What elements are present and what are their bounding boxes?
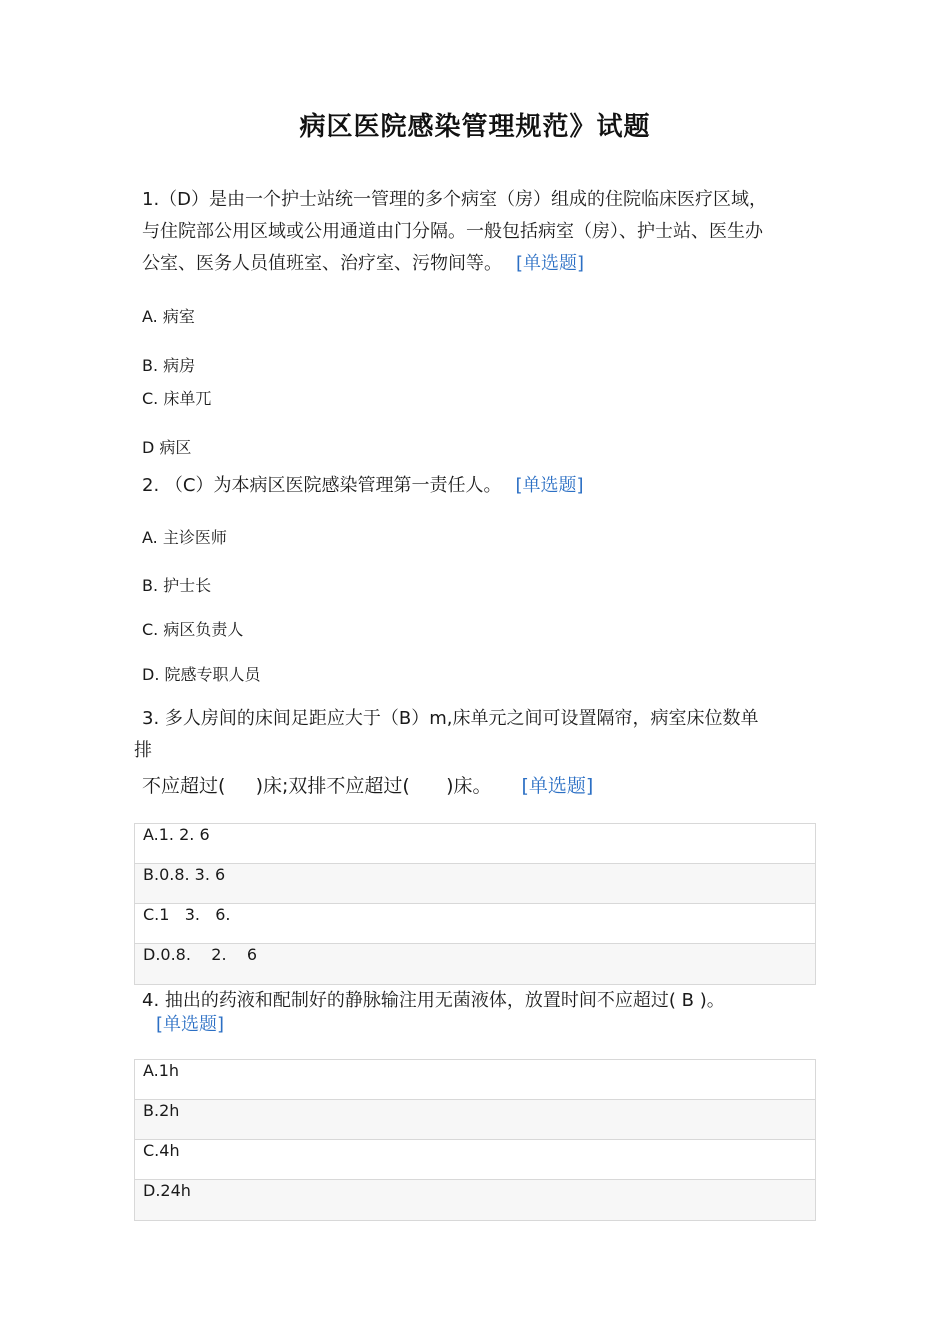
option-4a: [135, 1060, 815, 1100]
option-3a-text: A.1. 2. 6: [143, 825, 210, 844]
question-3-line-3: [142, 770, 593, 802]
option-4c: [135, 1140, 815, 1180]
question-1-line-3: [142, 248, 584, 280]
option-2d: D. 院感专职人员: [142, 665, 261, 684]
option-3c-text: C.1 3. 6.: [143, 905, 231, 924]
question-3-text: 不应超过( )床;双排不应超过( )床。: [142, 775, 492, 797]
question-4-line-2: [142, 1009, 224, 1041]
question-3-options-table: [134, 823, 816, 985]
question-type-tag: [单选题]: [156, 1014, 225, 1035]
option-1b: B. 病房: [142, 356, 196, 375]
document-title: 病区医院感染管理规范》试题: [299, 112, 651, 142]
option-2c: C. 病区负责人: [142, 620, 244, 639]
option-3a: [135, 824, 815, 864]
question-1-line-1: 1.（D）是由一个护士站统一管理的多个病室（房）组成的住院临床医疗区域，: [142, 189, 768, 210]
question-1-text: 公室、医务人员值班室、治疗室、污物间等。: [142, 253, 502, 274]
option-3d-text: D.0.8. 2. 6: [143, 945, 258, 964]
option-1c: C. 床单兀: [142, 389, 212, 408]
option-4c-text: C.4h: [143, 1141, 180, 1160]
option-4d-text: D.24h: [143, 1181, 191, 1200]
option-1a: A. 病室: [142, 307, 195, 326]
question-3-line-2: 排: [134, 740, 152, 761]
option-1d: D 病区: [142, 438, 192, 457]
option-2a: A. 主诊医师: [142, 528, 227, 547]
option-4b: [135, 1100, 815, 1140]
option-3d: [135, 944, 815, 984]
option-4b-text: B.2h: [143, 1101, 180, 1120]
question-2: [142, 470, 584, 502]
question-4-options-table: [134, 1059, 816, 1221]
question-2-text: 2. （C）为本病区医院感染管理第一责任人。: [142, 475, 502, 496]
option-4d: [135, 1180, 815, 1220]
option-3b: [135, 864, 815, 904]
question-type-tag: [单选题]: [521, 775, 594, 797]
option-4a-text: A.1h: [143, 1061, 180, 1080]
question-3-line-1: 3. 多人房间的床间足距应大于（B）m,床单元之间可设置隔帘，病室床位数单: [142, 708, 759, 729]
option-2b: B. 护士长: [142, 576, 212, 595]
question-type-tag: [单选题]: [515, 475, 584, 496]
question-4-line-1: 4. 抽出的药液和配制好的静脉输注用无菌液体，放置时间不应超过( B )。: [142, 990, 725, 1011]
option-3b-text: B.0.8. 3. 6: [143, 865, 226, 884]
option-3c: [135, 904, 815, 944]
question-1-line-2: 与住院部公用区域或公用通道由门分隔。一般包括病室（房）、护士站、医生办: [142, 221, 763, 242]
question-type-tag: [单选题]: [516, 253, 585, 274]
